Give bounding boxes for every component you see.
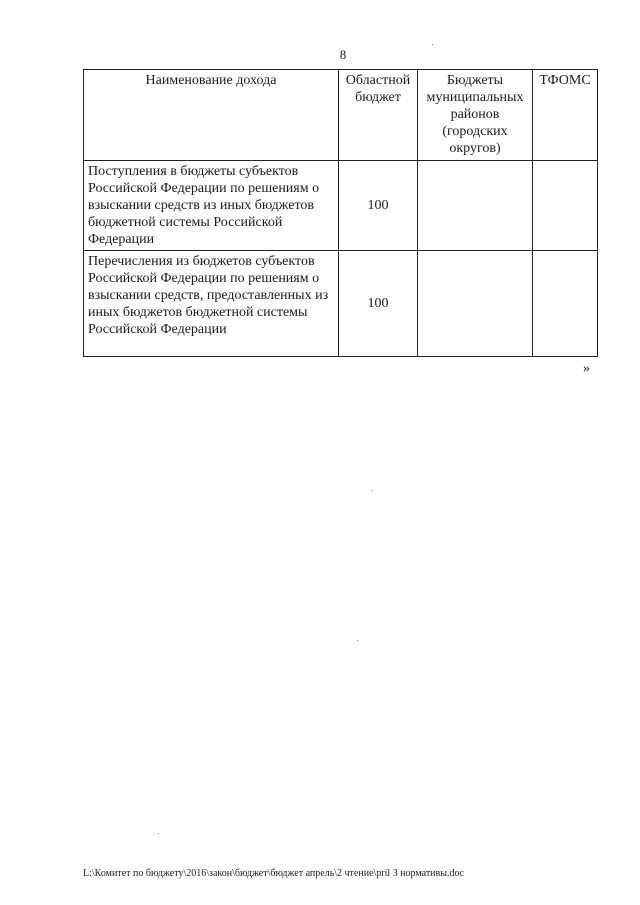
regional-budget-cell: 100 bbox=[339, 161, 418, 251]
footer-file-path: L:\Комитет по бюджету\2016\закон\бюджет\бюджет апрель\2 чтение\pril 3 нормативы.doc bbox=[83, 868, 464, 879]
table-row bbox=[84, 251, 598, 357]
scan-speck bbox=[158, 833, 159, 834]
closing-quote-mark: » bbox=[583, 361, 590, 376]
header-regional-budget: Областной бюджет bbox=[339, 70, 418, 161]
municipal-budget-cell bbox=[418, 161, 533, 251]
tfoms-cell bbox=[533, 251, 598, 357]
municipal-budget-cell bbox=[418, 251, 533, 357]
regional-budget-cell: 100 bbox=[339, 251, 418, 357]
header-revenue-name: Наименование дохода bbox=[84, 70, 339, 161]
table-header-row bbox=[84, 70, 598, 161]
scan-speck bbox=[432, 44, 433, 45]
header-tfoms: ТФОМС bbox=[533, 70, 598, 161]
revenue-name-cell: Перечисления из бюджетов субъектов Российской Федерации по решениям о взыскании средств, предоставленных из иных бюджетов бюджетной системы Российской Федерации bbox=[84, 251, 339, 357]
header-municipal-budgets: Бюджеты муниципальных районов (городских округов) bbox=[418, 70, 533, 161]
page-number: 8 bbox=[339, 47, 347, 62]
revenue-name-cell: Поступления в бюджеты субъектов Российской Федерации по решениям о взыскании средств из иных бюджетов бюджетной системы Российской Федерации bbox=[84, 161, 339, 251]
tfoms-cell bbox=[533, 161, 598, 251]
revenue-allocation-table bbox=[83, 69, 598, 357]
table-row bbox=[84, 161, 598, 251]
scan-speck bbox=[372, 490, 373, 491]
scan-speck bbox=[357, 640, 358, 641]
